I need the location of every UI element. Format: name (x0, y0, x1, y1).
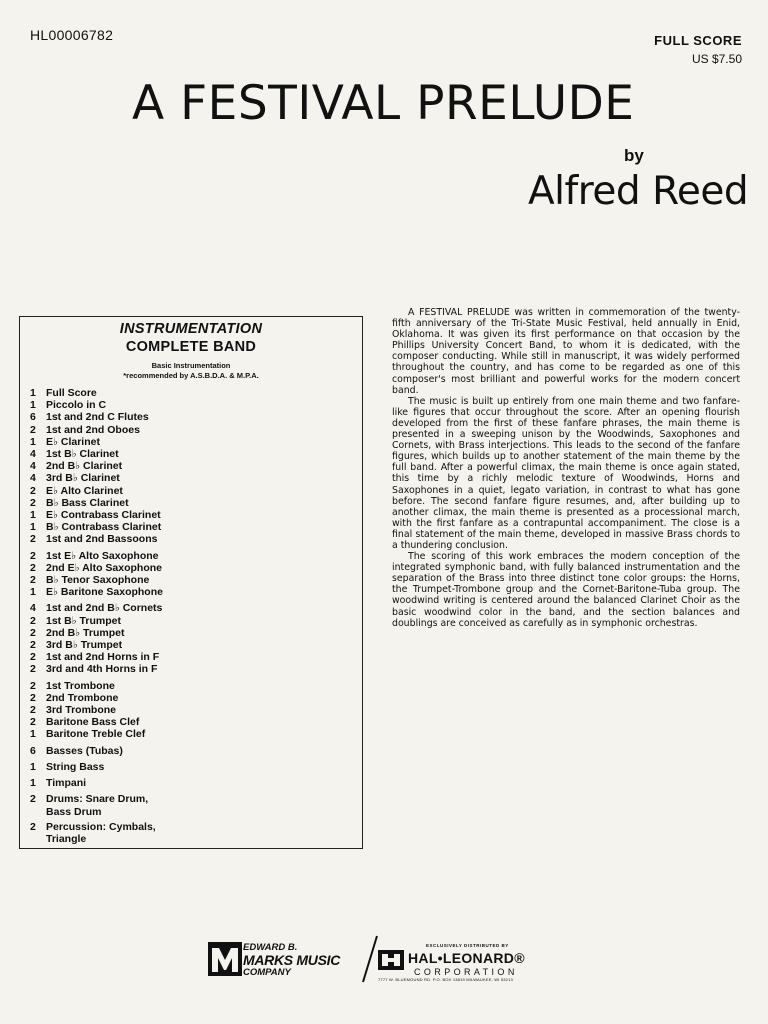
part-name: Basses (Tubas) (46, 744, 123, 757)
instrumentation-subheading: COMPLETE BAND (125, 339, 257, 355)
part-quantity: 2 (30, 574, 36, 587)
publisher-name-line3: COMPANY (243, 967, 291, 978)
part-name: 1st and 2nd Oboes (46, 423, 140, 436)
part-name: 1st and 2nd B♭ Cornets (46, 602, 163, 615)
by-label: by (624, 146, 644, 165)
part-quantity: 2 (30, 716, 36, 729)
part-quantity: 2 (30, 626, 36, 639)
list-item (30, 460, 350, 472)
list-item (30, 497, 350, 509)
list-item (30, 399, 350, 411)
part-name: 1st and 2nd C Flutes (46, 411, 149, 424)
list-item (30, 680, 350, 692)
publisher-footer (208, 940, 568, 980)
list-item (30, 509, 350, 521)
part-quantity: 2 (30, 561, 36, 574)
list-item (30, 627, 350, 639)
part-name: Baritone Treble Clef (46, 728, 146, 741)
marks-music-logo-icon (208, 940, 242, 978)
part-quantity: 2 (30, 639, 36, 652)
part-name: B♭ Tenor Saxophone (46, 574, 150, 587)
part-name: 2nd B♭ Clarinet (46, 460, 123, 473)
part-quantity: 1 (30, 777, 36, 790)
list-item (30, 777, 350, 789)
list-item (30, 761, 350, 773)
part-quantity: 2 (30, 651, 36, 664)
program-notes (392, 307, 740, 629)
program-note-paragraph: The music is built up entirely from one main theme and two fanfare-like figures that occur throughout the score. After an opening flourish developed from the first of these fanfare phrases, the main theme is presented in a sweeping unison by the Woodwinds, Saxophones and Cornets, with Brass interjections. This leads to the second of the fanfare figures, which builds up to another statement of the main theme by the full band. After a powerful climax, the main theme is once again stated, this time by a richly melodic texture of Woodwinds, Horns and Saxophones in a quiet, legato variation, in contrast to what has gone before. The second fanfare figure resumes, and, after building up to another climax, the main theme is presented as a processional march, with the first fanfare as a contrapuntal accompaniment. The close is a final statement of the main theme, developed in massive Brass chords to a thundering conclusion. (392, 395, 740, 551)
part-quantity: 2 (30, 614, 36, 627)
distributor-name: HAL•LEONARD® (408, 950, 525, 966)
part-name: 2nd Trombone (46, 691, 119, 704)
score-label: FULL SCORE (654, 33, 742, 48)
list-item (30, 562, 350, 574)
part-quantity: 4 (30, 460, 36, 473)
list-item (30, 602, 350, 614)
part-quantity: 2 (30, 691, 36, 704)
part-name: Drums: Snare Drum, Bass Drum (46, 793, 149, 818)
hal-leonard-logo-icon (378, 950, 404, 970)
part-quantity: 2 (30, 793, 36, 806)
list-item (30, 692, 350, 704)
part-name: 1st E♭ Alto Saxophone (46, 549, 159, 562)
part-name: 2nd E♭ Alto Saxophone (46, 561, 162, 574)
part-quantity: 1 (30, 728, 36, 741)
list-item (30, 521, 350, 533)
composer-name: Alfred Reed (528, 169, 749, 214)
part-quantity: 2 (30, 549, 36, 562)
recommended-note: *recommended by A.S.B.D.A. & M.P.A. (123, 371, 259, 380)
distributor-corporation: CORPORATION (414, 967, 518, 977)
price: US $7.50 (691, 52, 742, 66)
part-quantity: 1 (30, 521, 36, 534)
part-quantity: 2 (30, 820, 36, 833)
list-item (30, 704, 350, 716)
part-name: 1st and 2nd Bassoons (46, 533, 158, 546)
list-item (30, 586, 350, 598)
part-name: B♭ Bass Clarinet (46, 496, 129, 509)
list-item (30, 663, 350, 675)
instrumentation-heading: INSTRUMENTATION (119, 321, 263, 337)
part-quantity: 1 (30, 435, 36, 448)
list-item (30, 821, 350, 845)
part-name: 3rd and 4th Horns in F (46, 663, 158, 676)
instrumentation-box (19, 316, 363, 849)
publisher-name-line2: MARKS MUSIC (243, 952, 341, 968)
instrumentation-list (30, 387, 350, 845)
list-item (30, 716, 350, 728)
part-name: 3rd B♭ Trumpet (46, 639, 123, 652)
part-name: String Bass (46, 760, 105, 773)
part-quantity: 2 (30, 496, 36, 509)
list-item (30, 615, 350, 627)
list-item (30, 793, 350, 817)
part-quantity: 2 (30, 663, 36, 676)
part-name: Percussion: Cymbals, Triangle (46, 820, 156, 845)
part-quantity: 4 (30, 448, 36, 461)
list-item (30, 639, 350, 651)
list-item (30, 533, 350, 545)
part-name: E♭ Alto Clarinet (46, 484, 123, 497)
part-quantity: 1 (30, 387, 36, 399)
program-note-paragraph: A FESTIVAL PRELUDE was written in commemoration of the twenty-fifth anniversary of the Tri-State Music Festival, held annually in Enid, Oklahoma. It was given its first performance on that occasion by the Phillips University Concert Band, to whom it is dedicated, with the composer conducting. While still in manuscript, it was widely performed throughout the country, and has come to be regarded as one of this composer's most brilliant and powerful works for the modern concert band. (392, 307, 740, 396)
list-item (30, 411, 350, 423)
catalog-number: HL00006782 (30, 27, 114, 43)
part-quantity: 1 (30, 760, 36, 773)
list-item (30, 472, 350, 484)
list-item (30, 387, 350, 399)
part-name: B♭ Contrabass Clarinet (46, 521, 162, 534)
part-quantity: 4 (30, 602, 36, 615)
part-quantity: 6 (30, 411, 36, 424)
part-name: 1st Trombone (46, 679, 115, 692)
list-item (30, 728, 350, 740)
part-name: 3rd B♭ Clarinet (46, 472, 120, 485)
part-quantity: 2 (30, 484, 36, 497)
part-quantity: 1 (30, 586, 36, 599)
basic-instrumentation-note: Basic Instrumentation (151, 361, 231, 370)
list-item (30, 745, 350, 757)
page-title: A FESTIVAL PRELUDE (132, 76, 635, 131)
part-name: 1st B♭ Trumpet (46, 614, 121, 627)
list-item (30, 550, 350, 562)
part-quantity: 1 (30, 399, 36, 412)
list-item (30, 485, 350, 497)
part-name: 1st B♭ Clarinet (46, 448, 119, 461)
part-name: 2nd B♭ Trumpet (46, 626, 125, 639)
part-quantity: 2 (30, 423, 36, 436)
distributor-address: 7777 W. BLUEMOUND RD. P.O. BOX 13819 MILWAUKEE, WI 53213 (378, 977, 513, 982)
part-name: E♭ Clarinet (46, 435, 100, 448)
part-quantity: 2 (30, 704, 36, 717)
part-quantity: 2 (30, 533, 36, 546)
part-name: 3rd Trombone (46, 704, 117, 717)
list-item (30, 424, 350, 436)
part-name: E♭ Contrabass Clarinet (46, 509, 161, 522)
list-item (30, 448, 350, 460)
part-name: Full Score (46, 387, 97, 399)
part-name: Baritone Bass Clef (46, 716, 140, 729)
publisher-name-line1: EDWARD B. (243, 942, 298, 953)
part-name: Timpani (46, 777, 87, 790)
part-quantity: 4 (30, 472, 36, 485)
part-name: 1st and 2nd Horns in F (46, 651, 160, 664)
list-item (30, 436, 350, 448)
distributor-note: EXCLUSIVELY DISTRIBUTED BY (426, 943, 509, 948)
program-note-paragraph: The scoring of this work embraces the modern conception of the integrated symphonic band, with fully balanced instrumentation and the separation of the Brass into three distinct tone color groups: the Horns, the Trumpet-Trombone group and the Cornet-Baritone-Tuba group. The woodwind writing is centered around the balanced Clarinet Choir as the basic woodwind color in the band, and the section balances and doublings are conceived as carefully as in symphonic orchestras. (392, 551, 740, 629)
part-quantity: 2 (30, 679, 36, 692)
part-name: E♭ Baritone Saxophone (46, 586, 163, 599)
part-quantity: 6 (30, 744, 36, 757)
list-item (30, 651, 350, 663)
part-name: Piccolo in C (46, 399, 107, 412)
part-quantity: 1 (30, 509, 36, 522)
list-item (30, 574, 350, 586)
divider-slash (360, 934, 380, 984)
